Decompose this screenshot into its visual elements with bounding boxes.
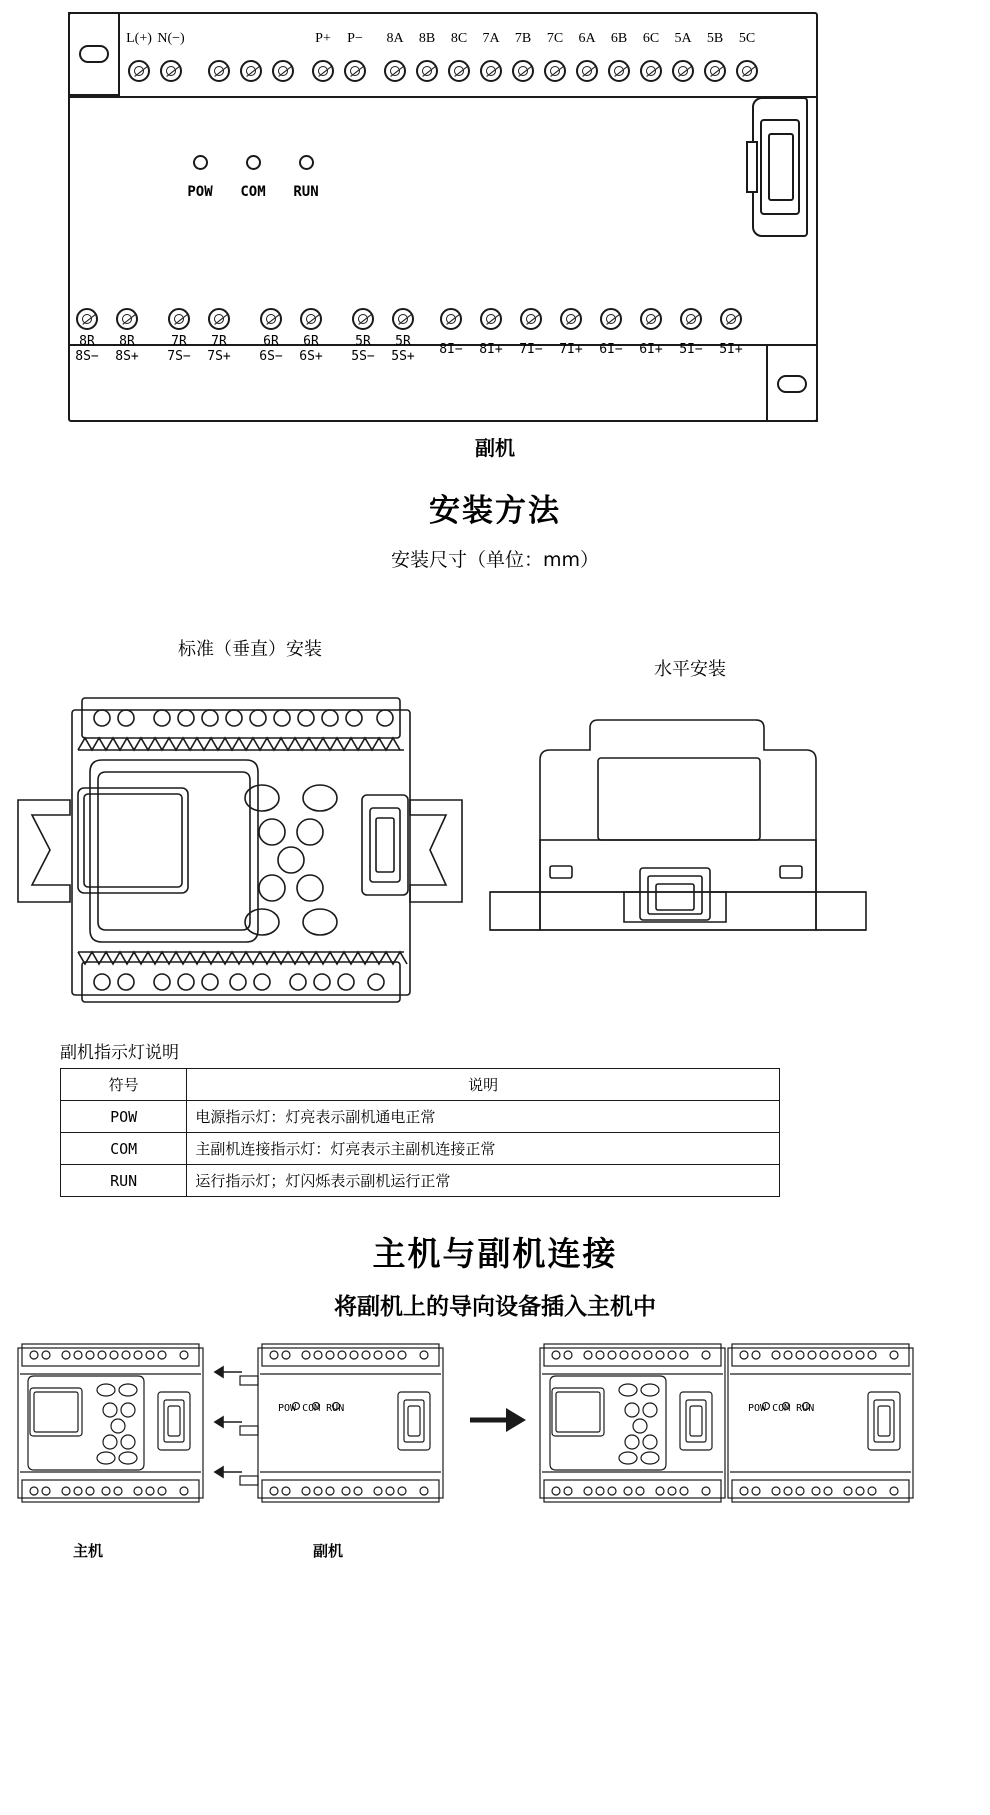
terminal-label: 8I+ (479, 342, 503, 357)
terminal-screw (680, 308, 702, 330)
terminal-label: 5I− (679, 342, 703, 357)
terminal-screw (344, 60, 366, 82)
terminal-screw (208, 60, 230, 82)
terminal-label: 8B (418, 31, 436, 46)
row-desc-pow: 电源指示灯：灯亮表示副机通电正常 (187, 1101, 780, 1133)
terminal-screw (416, 60, 438, 82)
secondary-unit-label: 副机 (312, 1542, 343, 1560)
row-symbol-com: COM (61, 1133, 187, 1165)
run-led-icon (299, 155, 314, 170)
terminal-label: 6R 6S− (259, 334, 283, 364)
led-table (60, 1068, 780, 1197)
terminal-label: 7C (546, 31, 564, 46)
terminal-screw (440, 308, 462, 330)
terminal-screw (352, 308, 374, 330)
terminal-screw (300, 308, 322, 330)
terminal-screw (560, 308, 582, 330)
terminal-label: P− (347, 31, 363, 46)
device-caption: 副机 (475, 436, 515, 460)
vertical-mount-label: 标准（垂直）安装 (178, 639, 322, 660)
header-symbol: 符号 (61, 1069, 187, 1101)
terminal-label: 8C (450, 31, 468, 46)
header-desc: 说明 (187, 1069, 780, 1101)
main-unit-label: 主机 (72, 1542, 103, 1560)
bottom-right-pill (777, 375, 807, 393)
terminal-label: 8I− (439, 342, 463, 357)
terminal-screw (672, 60, 694, 82)
row-desc-run: 运行指示灯；灯闪烁表示副机运行正常 (187, 1165, 780, 1197)
terminal-label: 5I+ (719, 342, 743, 357)
terminal-screw (272, 60, 294, 82)
terminal-screw (640, 60, 662, 82)
table-row (61, 1133, 780, 1165)
terminal-label: 7R 7S− (167, 334, 191, 364)
terminal-label: 5C (738, 31, 756, 46)
terminal-label: 5R 5S− (351, 334, 375, 364)
table-row (61, 1165, 780, 1197)
terminal-label: 5R 5S+ (391, 334, 415, 364)
terminal-label: 6I+ (639, 342, 663, 357)
terminal-screw (208, 308, 230, 330)
terminal-screw (640, 308, 662, 330)
connection-title: 主机与副机连接 (372, 1234, 618, 1273)
terminal-screw (704, 60, 726, 82)
top-left-pill (79, 45, 109, 63)
vertical-mount-drawing (10, 690, 480, 1020)
row-symbol-pow: POW (61, 1101, 187, 1133)
terminal-label: 6C (642, 31, 660, 46)
row-symbol-run: RUN (61, 1165, 187, 1197)
terminal-label: N(−) (157, 31, 185, 46)
terminal-label: 8A (386, 31, 404, 46)
terminal-screw (448, 60, 470, 82)
terminal-screw (520, 308, 542, 330)
table-row (61, 1101, 780, 1133)
mini-leds-label-middle: POW COM RUN (278, 1403, 345, 1414)
secondary-unit-diagram (68, 12, 818, 422)
terminal-screw (384, 60, 406, 82)
mini-leds-label-right: POW COM RUN (748, 1403, 815, 1414)
terminal-label: 5B (706, 31, 724, 46)
terminal-screw (736, 60, 758, 82)
terminal-screw (240, 60, 262, 82)
terminal-screw (576, 60, 598, 82)
terminal-screw (160, 60, 182, 82)
terminal-screw (480, 60, 502, 82)
terminal-label: 6I− (599, 342, 623, 357)
terminal-label: 5A (674, 31, 692, 46)
table-header-row (61, 1069, 780, 1101)
terminal-screw (76, 308, 98, 330)
terminal-label: 8R 8S− (75, 334, 99, 364)
terminal-screw (312, 60, 334, 82)
connection-subtitle: 将副机上的导向设备插入主机中 (334, 1294, 656, 1320)
terminal-label: 6R 6S+ (299, 334, 323, 364)
side-connector (746, 97, 808, 237)
horizontal-mount-drawing (480, 700, 880, 970)
install-title: 安装方法 (429, 493, 561, 529)
terminal-label: 8R 8S+ (115, 334, 139, 364)
com-led-icon (246, 155, 261, 170)
terminal-label: 7R 7S+ (207, 334, 231, 364)
terminal-screw (480, 308, 502, 330)
led-table-caption: 副机指示灯说明 (60, 1043, 179, 1063)
terminal-label: 6A (578, 31, 596, 46)
terminal-screw (260, 308, 282, 330)
install-subtitle: 安装尺寸（单位：mm） (390, 549, 600, 571)
terminal-screw (168, 308, 190, 330)
terminal-label: L(+) (126, 31, 152, 46)
terminal-label: 7I− (519, 342, 543, 357)
terminal-label: 7I+ (559, 342, 583, 357)
horizontal-mount-label: 水平安装 (654, 659, 726, 680)
row-desc-com: 主副机连接指示灯：灯亮表示主副机连接正常 (187, 1133, 780, 1165)
pow-led-icon (193, 155, 208, 170)
com-led-label: COM (240, 184, 266, 200)
terminal-screw (512, 60, 534, 82)
terminal-screw (128, 60, 150, 82)
terminal-label: 6B (610, 31, 628, 46)
terminal-label: 7B (514, 31, 532, 46)
connection-diagram (10, 1340, 980, 1520)
terminal-screw (544, 60, 566, 82)
pow-led-label: POW (187, 184, 213, 200)
terminal-screw (392, 308, 414, 330)
terminal-screw (608, 60, 630, 82)
terminal-screw (600, 308, 622, 330)
terminal-screw (720, 308, 742, 330)
top-terminal-divider (68, 96, 818, 98)
terminal-screw (116, 308, 138, 330)
terminal-label: 7A (482, 31, 500, 46)
terminal-label: P+ (315, 31, 331, 46)
run-led-label: RUN (293, 184, 319, 200)
